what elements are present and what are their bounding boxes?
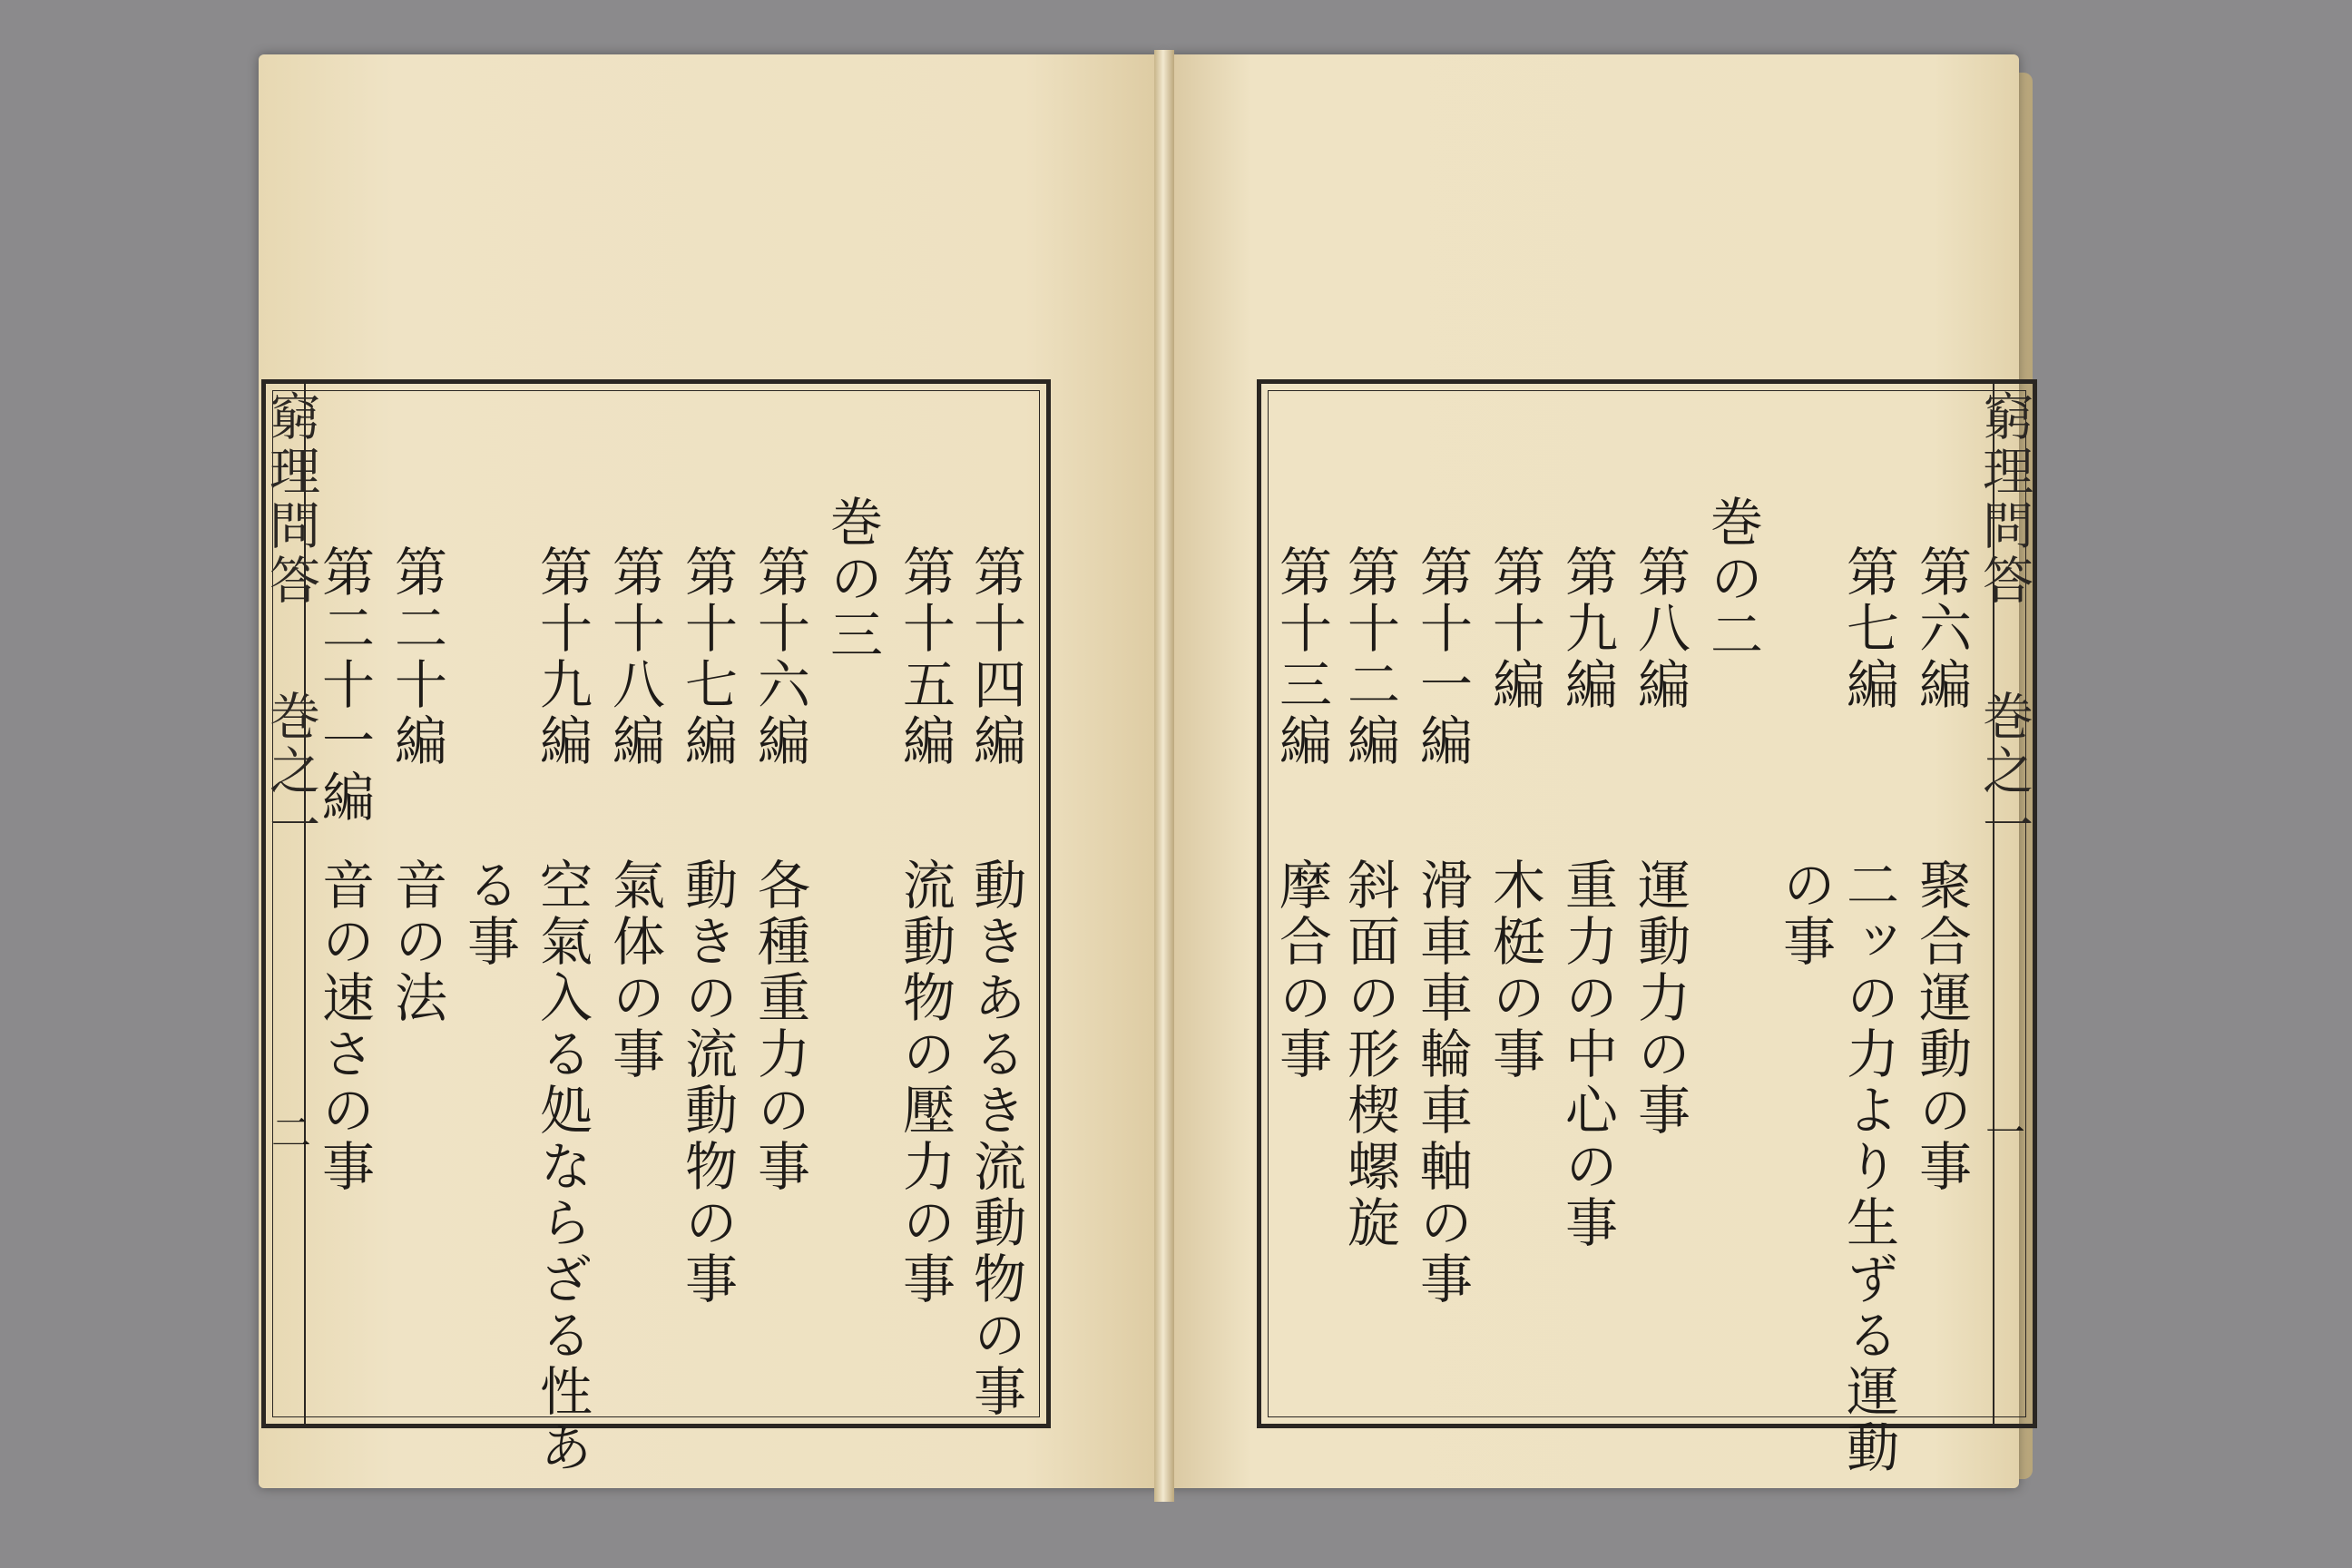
left-col-2-heading: 第十五編 xyxy=(894,544,956,769)
left-col-1-body: 動きあるき流動物の事 xyxy=(965,858,1026,1420)
right-col-9-heading: 第十二編 xyxy=(1338,544,1400,769)
right-side-volume: 巻之一 xyxy=(1975,690,2034,853)
left-col-5-heading: 第十七編 xyxy=(676,544,738,769)
right-col-7-body: 木梃の事 xyxy=(1484,858,1545,1083)
right-col-5-body: 運動力の事 xyxy=(1629,858,1690,1139)
left-col-1-heading: 第十四編 xyxy=(965,544,1026,769)
left-col-7-body: 空氣入る処ならざる性あ xyxy=(531,858,593,1476)
left-col-4-body: 各種重力の事 xyxy=(749,858,810,1195)
left-col-4-heading: 第十六編 xyxy=(749,544,810,769)
left-col-3-heading: 巻の三 xyxy=(821,495,883,663)
left-col-6-body: 氣体の事 xyxy=(603,858,665,1083)
right-col-5-heading: 第八編 xyxy=(1629,544,1690,713)
left-side-title: 窮理問答 xyxy=(261,390,320,608)
right-col-1-heading: 第六編 xyxy=(1910,544,1972,713)
right-col-6-heading: 第九編 xyxy=(1556,544,1618,713)
right-col-2-heading: 第七編 xyxy=(1838,544,1899,713)
right-col-4-heading: 巻の二 xyxy=(1701,495,1763,663)
left-col-10-body: 音の速さの事 xyxy=(313,858,375,1195)
left-col-10-heading: 第二十一編 xyxy=(313,544,375,826)
right-side-title: 窮理問答 xyxy=(1975,390,2034,608)
left-col-2-body: 流動物の壓力の事 xyxy=(894,858,956,1308)
right-col-8-body: 滑車車輪車軸の事 xyxy=(1411,858,1473,1308)
right-col-10-heading: 第十三編 xyxy=(1270,544,1332,769)
left-page-number: 二 xyxy=(264,1112,310,1155)
right-col-6-body: 重力の中心の事 xyxy=(1556,858,1618,1251)
left-col-9-body: 音の法 xyxy=(386,858,447,1026)
right-col-10-body: 摩合の事 xyxy=(1270,858,1332,1083)
right-col-3-body: の事 xyxy=(1774,858,1836,970)
right-col-7-heading: 第十編 xyxy=(1484,544,1545,713)
right-col-1-body: 聚合運動の事 xyxy=(1910,858,1972,1195)
right-col-9-body: 斜面の形楔螺旋 xyxy=(1338,858,1400,1251)
left-col-7-heading: 第十九編 xyxy=(531,544,593,769)
book-gutter xyxy=(1154,50,1174,1502)
right-col-2-body: 二ッの力より生ずる運動 xyxy=(1838,858,1899,1476)
left-side-volume: 巻之一 xyxy=(261,690,320,853)
right-col-8-heading: 第十一編 xyxy=(1411,544,1473,769)
left-col-6-heading: 第十八編 xyxy=(603,544,665,769)
left-col-8-body: る事 xyxy=(458,858,520,970)
left-col-5-body: 動きの流動物の事 xyxy=(676,858,738,1308)
right-page-number: 一 xyxy=(1978,1112,2024,1155)
left-col-9-heading: 第二十編 xyxy=(386,544,447,769)
